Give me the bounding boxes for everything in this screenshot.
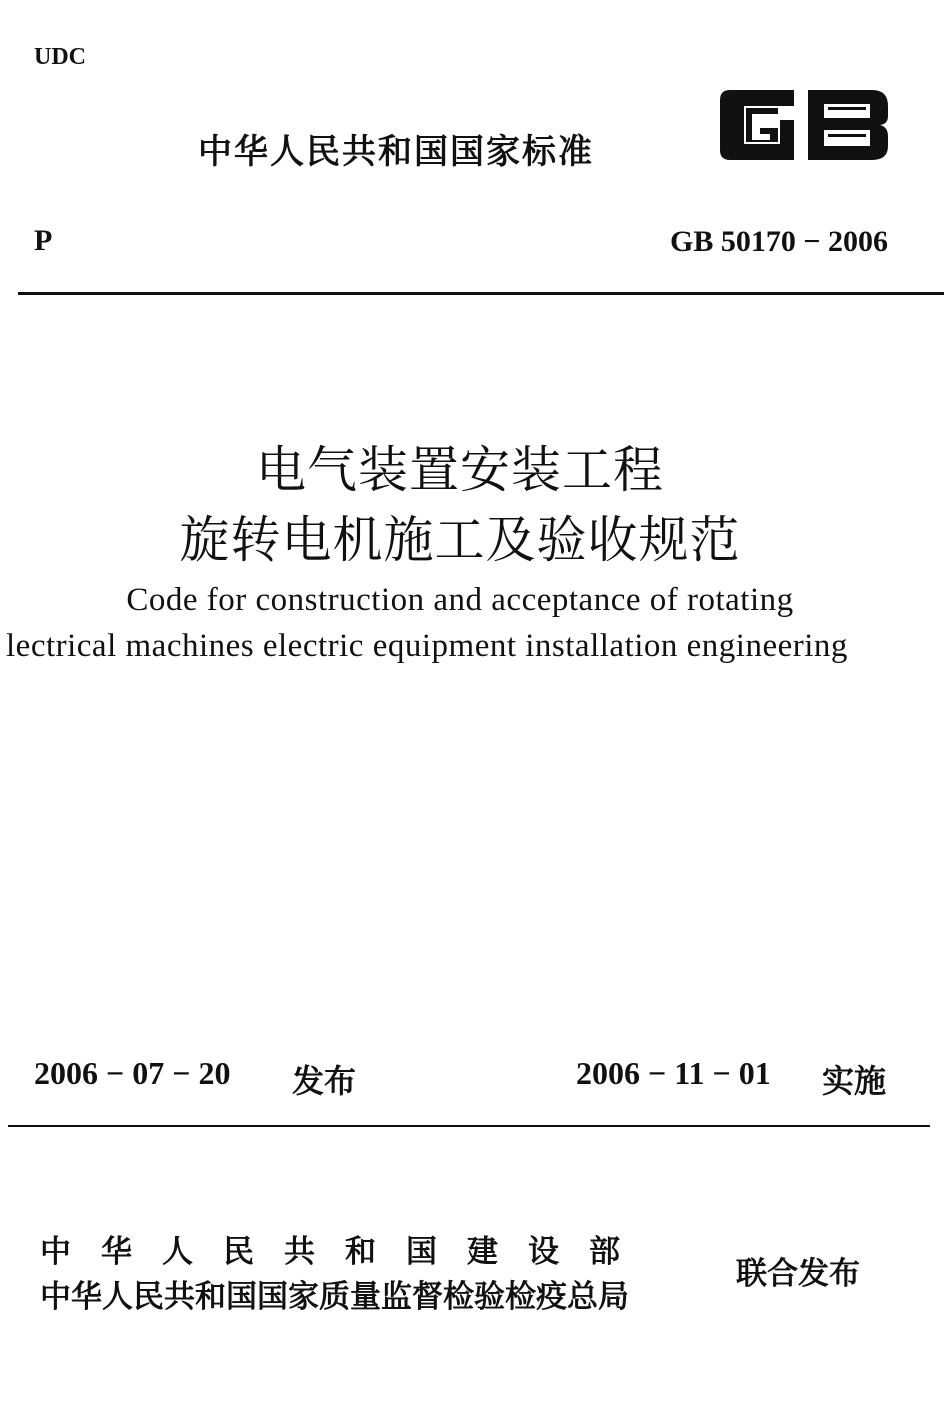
category-code: P: [34, 224, 53, 257]
standard-number: GB 50170 − 2006: [670, 225, 888, 258]
title-english-line1: Code for construction and acceptance of rotating: [126, 582, 794, 618]
effective-date: 2006 − 11 − 01: [576, 1055, 771, 1091]
gb-logo: [716, 82, 892, 168]
title-english-line2: lectrical machines electric equipment installation engineering: [6, 628, 848, 664]
header-rule: [18, 292, 944, 295]
effective-label: 实施: [822, 1062, 887, 1100]
title-chinese-line2: 旋转电机施工及验收规范: [179, 511, 741, 569]
footer-rule: [8, 1125, 930, 1127]
udc-label: UDC: [34, 44, 86, 70]
publish-label: 发布: [292, 1062, 357, 1100]
publish-date: 2006 − 07 − 20: [34, 1055, 231, 1091]
title-chinese-line1: 电气装置安装工程: [256, 441, 664, 499]
national-standard-heading: 中华人民共和国国家标准: [198, 132, 594, 172]
issuer-aqsiq: 中华人民共和国国家质量监督检验检疫总局: [40, 1279, 629, 1315]
joint-issue-label: 联合发布: [736, 1256, 860, 1292]
issuer-ministry-of-construction: 中华人民共和国建设部: [40, 1234, 650, 1270]
